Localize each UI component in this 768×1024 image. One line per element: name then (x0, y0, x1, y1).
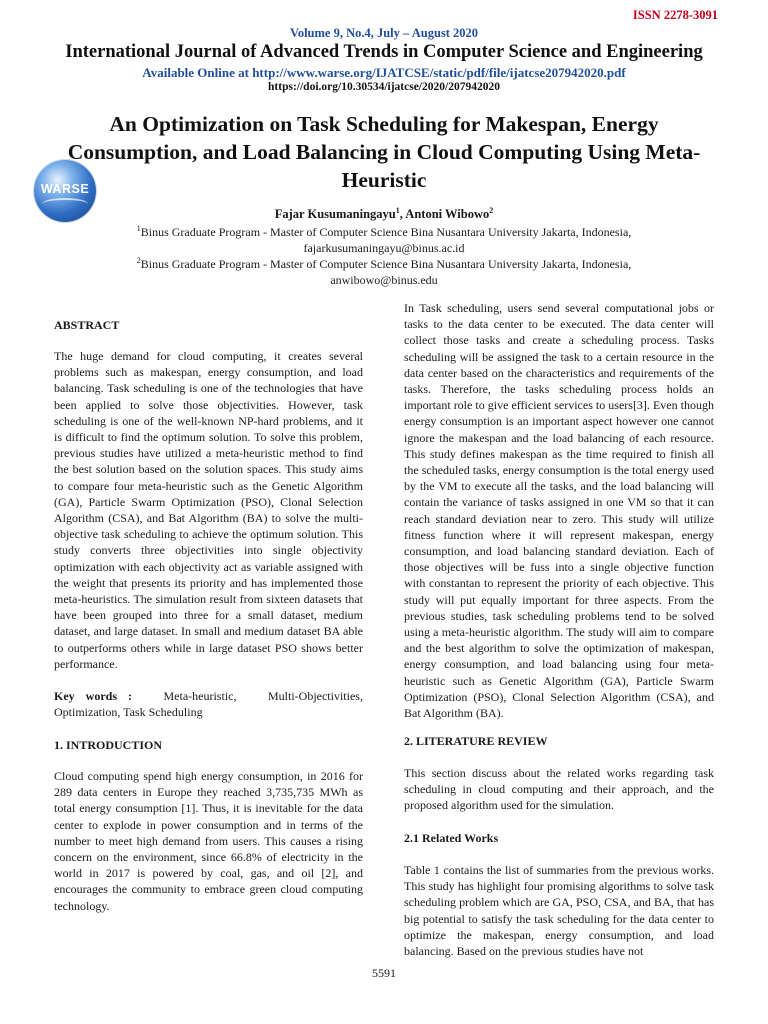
author-2: Antoni Wibowo (405, 207, 490, 221)
aff-2-sup: 2 (136, 256, 141, 265)
abstract-text: The huge demand for cloud computing, it creates several problems such as makespan, energy consumption, and load balancing. Task scheduling is one of the technologies that have been applied to solve those objectivities. However, task scheduling is one of the well-known NP-hard problems, and it is difficult to find the optimum solution. To solve this problem, previous studies have utilized a meta-heuristic method to find the best solution based on the solution spaces. This study aims to compare four meta-heuristic such as the Genetic Algorithm (GA), Particle Swarm Optimization (PSO), Clonal Selection Algorithm (CSA), and Bat Algorithm (BA) to solve the multi-objective task scheduling to achieve the optimum solution. This study converts three objectivities into single objectivity optimization with each objectivity act as variable assigned with the weight that presents its priority and has implemented those meta-heuristics. The simulation result from sixteen datasets that have been grouped into three for a small dataset, medium dataset, and large dataset. In small and medium dataset BA able to outperforms others while in large dataset PSO shows better performance. (54, 349, 363, 671)
aff-2-text: Binus Graduate Program - Master of Computer Science Bina Nusantara University Jakarta, Indonesia, (140, 257, 632, 271)
abstract-heading: ABSTRACT (54, 318, 120, 332)
literature-review-heading: 2. LITERATURE REVIEW (404, 734, 548, 748)
author-1: Fajar Kusumaningayu (274, 207, 396, 221)
volume-line: Volume 9, No.4, July – August 2020 (289, 26, 479, 40)
related-works-heading: 2.1 Related Works (404, 831, 499, 845)
keyword-3: Optimization, Task Scheduling (54, 705, 203, 720)
affiliation-2 (0, 256, 768, 288)
keyword-1: Meta-heuristic, (163, 689, 237, 703)
issn: ISSN 2278-3091 (632, 8, 718, 22)
author-separator: , (399, 207, 406, 221)
aff-1-email[interactable]: fajarkusumaningayu@binus.ac.id (303, 241, 465, 255)
introduction-text: Cloud computing spend high energy consumption, in 2016 for 289 data centers in Europe they reached 3,735,735 MWh as total energy consumption [1]. Thus, it is inevitable for the data center to explode in power consumption and in terms of the number to meet high demand from users. This causes a rising concern on the environment, since 66.8% of electricity in the world in 2017 is powered by coal, gas, and oil [2], and encourages the community to embrace green cloud computing technology. (54, 769, 363, 913)
page-number: 5591 (372, 966, 396, 980)
keyword-2: Multi-Objectivities, (267, 689, 363, 703)
affiliation-1 (0, 224, 768, 256)
journal-title: International Journal of Advanced Trends in Computer Science and Engineering (65, 42, 703, 62)
introduction-heading: 1. INTRODUCTION (54, 738, 163, 752)
intro-continued-text: In Task scheduling, users send several computational jobs or tasks to the data center to be executed. The data center will collect those tasks and create a scheduling process. Tasks scheduling will be assigned the task to a certain resource in the data center based on the characteristics and requirements of the tasks. Therefore, the tasks scheduling process holds an important role to give efficient services to users[3]. Even though energy consumption is an important aspect however one cannot ignore the makespan and the load balancing of each resource. This study defines makespan as the time required to finish all the scheduled tasks, energy consumption is the total energy used by the VM to execute all the tasks, and the load balancing will contain the variance of tasks assigned in one VM so that it can reach standard deviation near to zero. This study will utilize fitness function where it will represent makespan, energy consumption, and load balancing standard deviation. Each of those objectives will be fuss into a single objective function with constantan to represent the priority of each objective. This study will put equally important for three aspects. From the previous studies, task scheduling problems tend to be solved using a meta-heuristic algorithm. The study will aim to compare and the best algorithm to solve the optimization of makespan, energy consumption, and load balancing using four meta-heuristic such as Genetic Algorithm (GA), Particle Swarm Optimization (PSO), Clonal Selection Algorithm (CSA), and Bat Algorithm (BA). (404, 301, 714, 721)
aff-2-email[interactable]: anwibowo@binus.edu (330, 273, 438, 287)
doi-link[interactable]: https://doi.org/10.30534/ijatcse/2020/207942020 (268, 81, 500, 93)
keywords (54, 688, 363, 720)
author-1-sup: 1 (395, 205, 400, 215)
aff-1-sup: 1 (136, 224, 141, 233)
keywords-label: Key words : (54, 689, 132, 703)
related-works-text: Table 1 contains the list of summaries from the previous works. This study has highlight four promising algorithms to solve task scheduling problem which are GA, PSO, CSA, and BA, that has big potential to satisfy the task scheduling for the data center to optimize the makespan, energy consumption, and load balancing. Based on the previous studies have not (404, 863, 714, 959)
aff-1-text: Binus Graduate Program - Master of Computer Science Bina Nusantara University Jakarta, Indonesia, (140, 225, 632, 239)
logo-text: WARSE (40, 182, 90, 196)
paper-title: An Optimization on Task Scheduling for Makespan, Energy Consumption, and Load Balancing in Cloud Computing Using Meta-Heuristic (67, 112, 701, 192)
author-2-sup: 2 (489, 205, 494, 215)
authors (0, 207, 768, 222)
available-online-link[interactable]: Available Online at http://www.warse.org/IJATCSE/static/pdf/file/ijatcse207942020.pdf (142, 65, 626, 80)
literature-review-text: This section discuss about the related works regarding task scheduling in cloud computing and their approach, and the proposed algorithm used for the simulation. (404, 766, 714, 813)
